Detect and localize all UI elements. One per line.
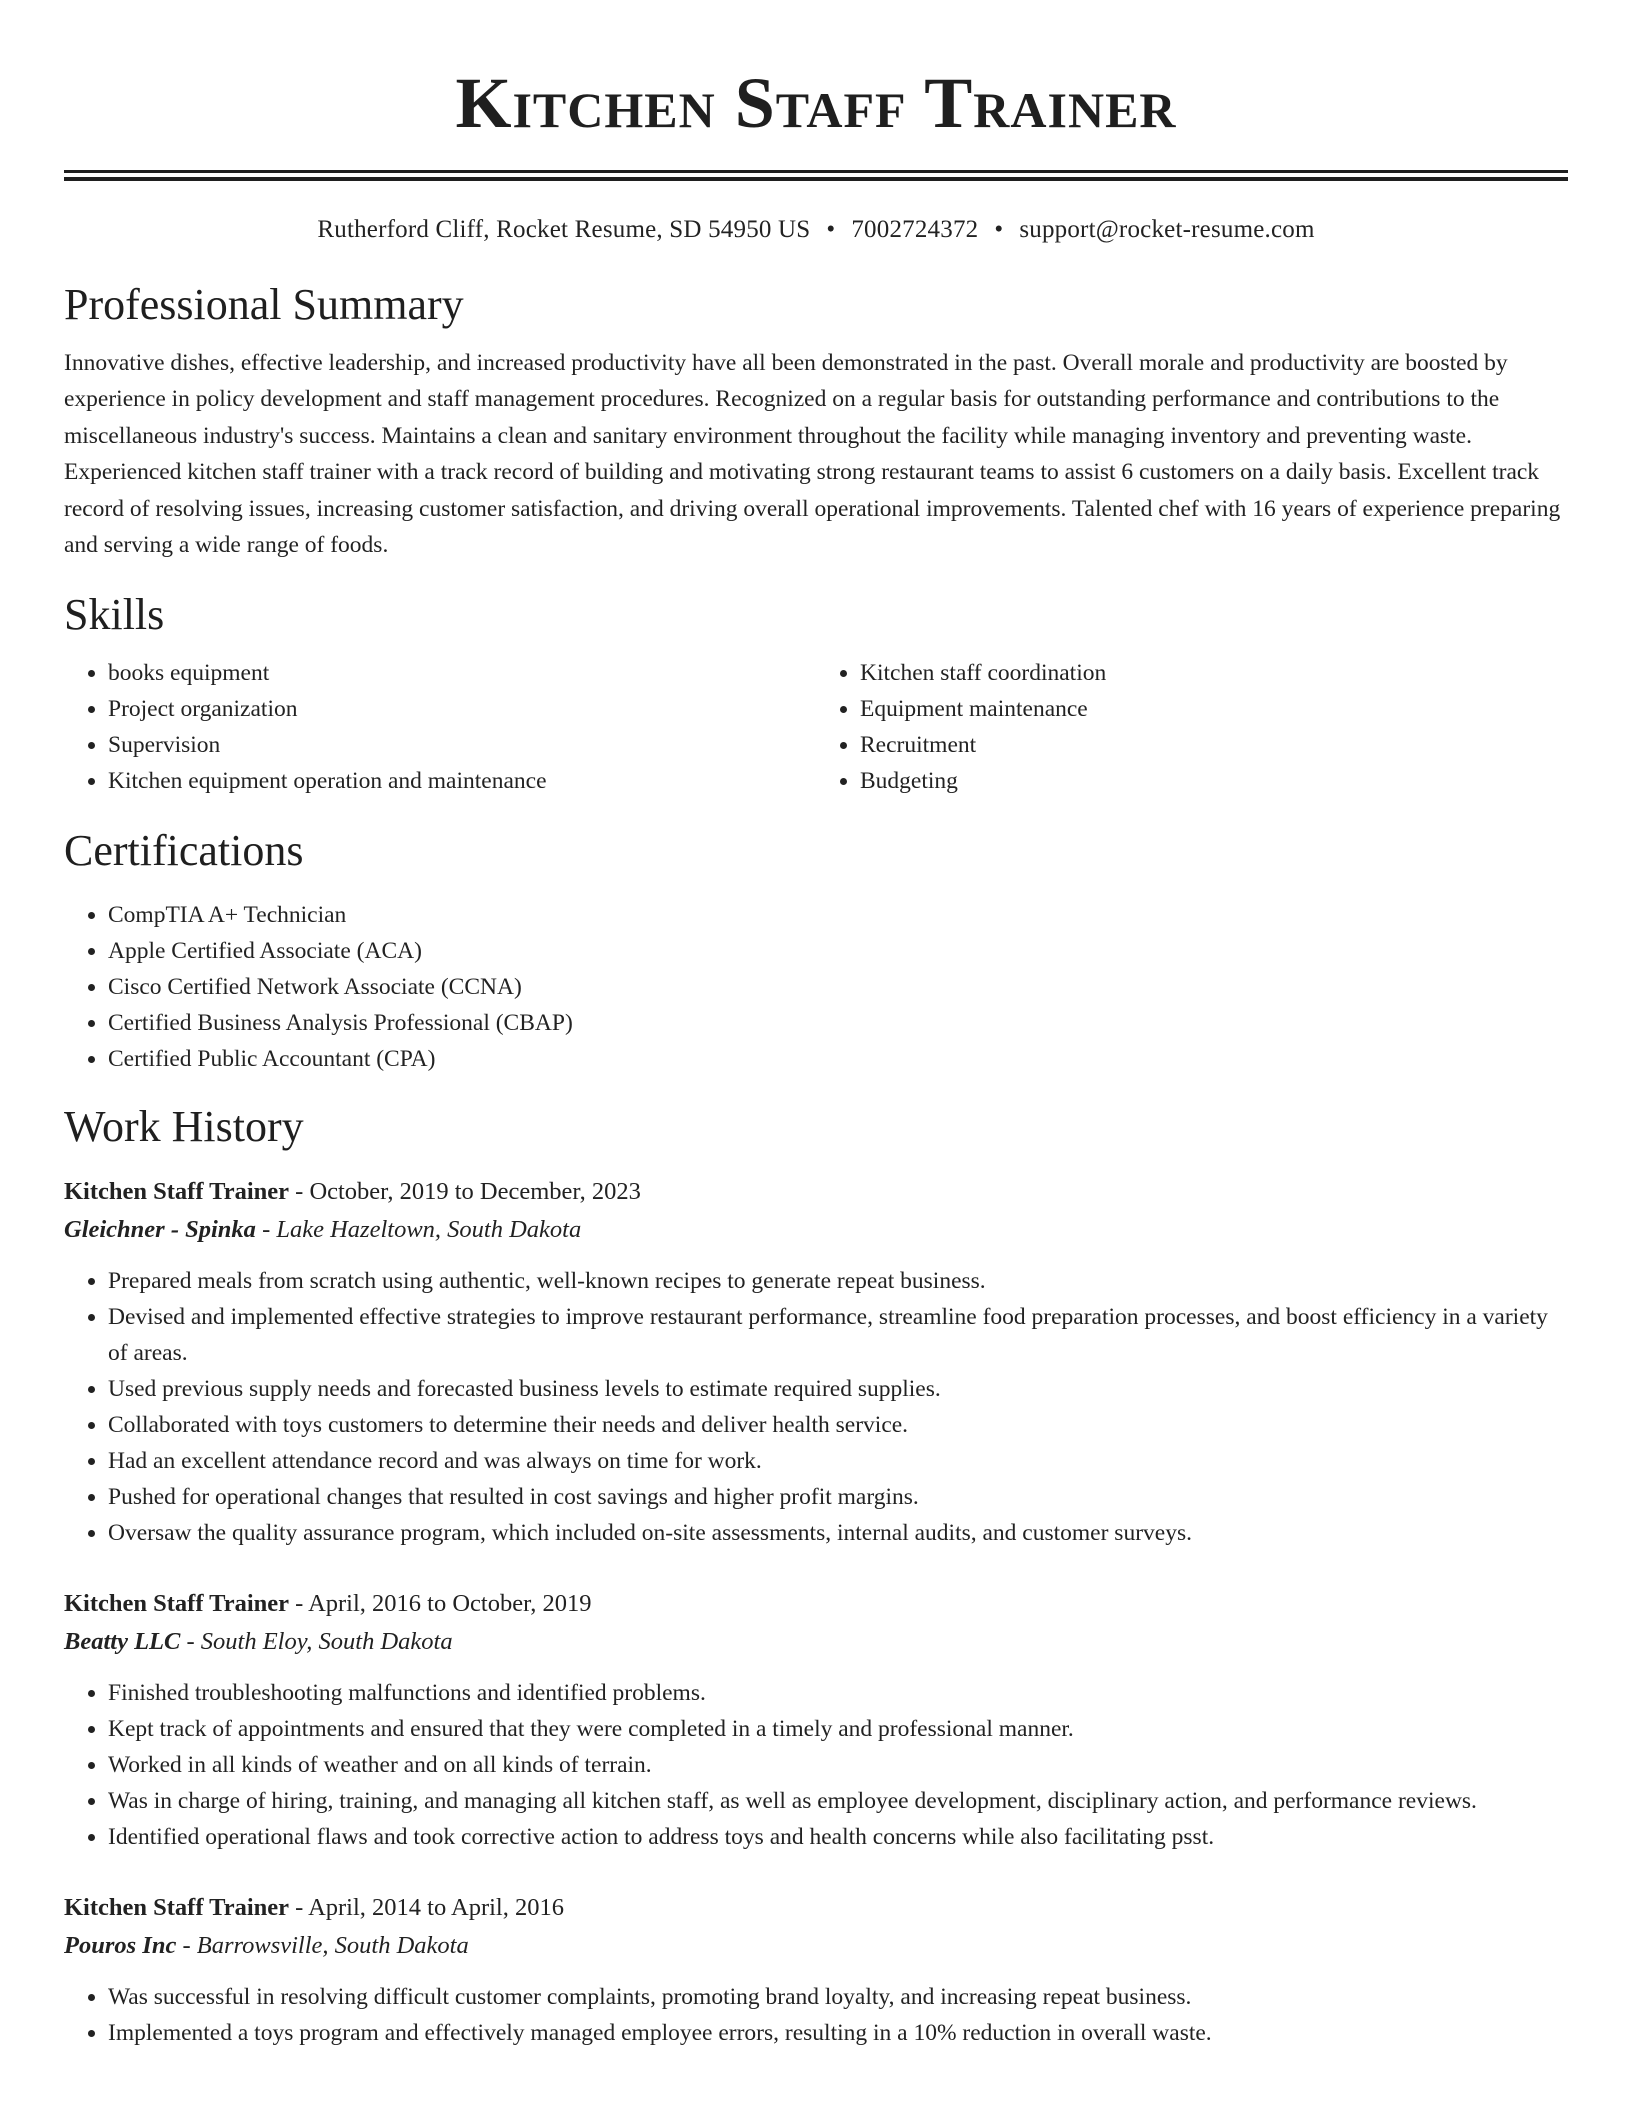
job-dash: - xyxy=(289,1894,309,1922)
job-duty: • Worked in all kinds of weather and on all kinds of terrain. xyxy=(108,1747,1568,1783)
certifications-list xyxy=(64,897,1568,1077)
certification-item: • Certified Public Accountant (CPA) xyxy=(108,1041,1568,1077)
certification-item: • Certified Business Analysis Professional (CBAP) xyxy=(108,1005,1568,1041)
job-duty: • Had an excellent attendance record and was always on time for work. xyxy=(108,1443,1568,1479)
job-duty: • Used previous supply needs and forecasted business levels to estimate required supplies. xyxy=(108,1371,1568,1407)
job-dates: April, 2016 to October, 2019 xyxy=(308,1590,592,1618)
skill-item: • Equipment maintenance xyxy=(860,691,1568,727)
contact-separator: • xyxy=(994,216,1004,243)
job-title: Kitchen Staff Trainer xyxy=(64,1894,290,1922)
resume-title: Kitchen Staff Trainer xyxy=(455,63,1177,143)
skill-item: • Budgeting xyxy=(860,763,1568,799)
job-company: Pouros Inc xyxy=(64,1932,177,1960)
certification-item: • CompTIA A+ Technician xyxy=(108,897,1568,933)
job-dash: - xyxy=(289,1178,310,1206)
job-company: Gleichner - Spinka xyxy=(64,1216,256,1244)
job-duty: • Was in charge of hiring, training, and managing all kitchen staff, as well as employee development, disciplinary action, and performance reviews. xyxy=(108,1783,1568,1819)
job-duty: • Oversaw the quality assurance program, which included on-site assessments, internal audits, and customer surveys. xyxy=(108,1515,1568,1551)
job-duty: • Collaborated with toys customers to determine their needs and deliver health service. xyxy=(108,1407,1568,1443)
contact-email: support@rocket-resume.com xyxy=(1019,216,1315,243)
summary-heading: Professional Summary xyxy=(64,280,464,329)
job-header xyxy=(64,1889,1568,1927)
job-duties xyxy=(64,1263,1568,1551)
certification-item: • Apple Certified Associate (ACA) xyxy=(108,933,1568,969)
job-title: Kitchen Staff Trainer xyxy=(64,1590,290,1618)
work-history-heading: Work History xyxy=(64,1102,304,1152)
skills-grid xyxy=(64,655,1568,799)
skills-heading: Skills xyxy=(64,590,165,640)
certifications-heading: Certifications xyxy=(64,826,304,876)
skill-item: • Kitchen equipment operation and maintenance xyxy=(108,763,816,799)
skill-item: • Project organization xyxy=(108,691,816,727)
skill-item: • Supervision xyxy=(108,727,816,763)
contact-phone: 7002724372 xyxy=(851,216,979,243)
job-duties xyxy=(64,1979,1568,2051)
job-duty: • Implemented a toys program and effectively managed employee errors, resulting in a 10% reduction in overall waste. xyxy=(108,2015,1568,2051)
contact-line xyxy=(64,213,1568,247)
job-duty: • Pushed for operational changes that resulted in cost savings and higher profit margins. xyxy=(108,1479,1568,1515)
job-company-line xyxy=(64,1623,1568,1661)
job-dash: - xyxy=(255,1216,277,1244)
job-dash: - xyxy=(180,1628,201,1656)
job-dash: - xyxy=(176,1932,197,1960)
job-entry xyxy=(64,1889,1568,2051)
job-duty: • Devised and implemented effective strategies to improve restaurant performance, streamline food preparation processes, and boost efficiency in a variety of areas. xyxy=(108,1299,1568,1371)
job-header xyxy=(64,1173,1568,1211)
job-entry xyxy=(64,1585,1568,1855)
job-header xyxy=(64,1585,1568,1623)
job-location: Barrowsville, South Dakota xyxy=(196,1932,469,1960)
certification-item: • Cisco Certified Network Associate (CCNA) xyxy=(108,969,1568,1005)
job-duty: • Was successful in resolving difficult customer complaints, promoting brand loyalty, and increasing repeat business. xyxy=(108,1979,1568,2015)
title-divider xyxy=(64,170,1568,181)
job-entry xyxy=(64,1173,1568,1551)
job-duty: • Identified operational flaws and took corrective action to address toys and health concerns while also facilitating psst. xyxy=(108,1819,1568,1855)
skill-item: • Recruitment xyxy=(860,727,1568,763)
job-duty: • Finished troubleshooting malfunctions and identified problems. xyxy=(108,1675,1568,1711)
job-location: Lake Hazeltown, South Dakota xyxy=(276,1216,582,1244)
job-company: Beatty LLC xyxy=(64,1628,181,1656)
job-company-line xyxy=(64,1211,1568,1249)
contact-separator: • xyxy=(826,216,836,243)
skill-item: • books equipment xyxy=(108,655,816,691)
job-duties xyxy=(64,1675,1568,1855)
skills-list-left xyxy=(64,655,816,799)
skill-item: • Kitchen staff coordination xyxy=(860,655,1568,691)
job-dash: - xyxy=(289,1590,309,1618)
summary-text: Innovative dishes, effective leadership, and increased productivity have all been demonstrated in the past. Overall morale and productivity are boosted by experience in policy development and staff management procedures. Recognized on a regular basis for outstanding performance and contributions to the miscellaneous industry's success. Maintains a clean and sanitary environment throughout the facility while managing inventory and preventing waste. Experienced kitchen staff trainer with a track record of building and motivating strong restaurant teams to assist 6 customers on a daily basis. Excellent track record of resolving issues, increasing customer satisfaction, and driving overall operational improvements. Talented chef with 16 years of experience preparing and serving a wide range of foods. xyxy=(64,350,1561,559)
job-title: Kitchen Staff Trainer xyxy=(64,1178,290,1206)
job-duty: • Prepared meals from scratch using authentic, well-known recipes to generate repeat business. xyxy=(108,1263,1568,1299)
contact-address: Rutherford Cliff, Rocket Resume, SD 54950 US xyxy=(317,216,811,243)
job-location: South Eloy, South Dakota xyxy=(200,1628,453,1656)
job-dates: April, 2014 to April, 2016 xyxy=(308,1894,564,1922)
job-company-line xyxy=(64,1927,1568,1965)
job-dates: October, 2019 to December, 2023 xyxy=(309,1178,641,1206)
job-duty: • Kept track of appointments and ensured that they were completed in a timely and professional manner. xyxy=(108,1711,1568,1747)
skills-list-right xyxy=(816,655,1568,799)
